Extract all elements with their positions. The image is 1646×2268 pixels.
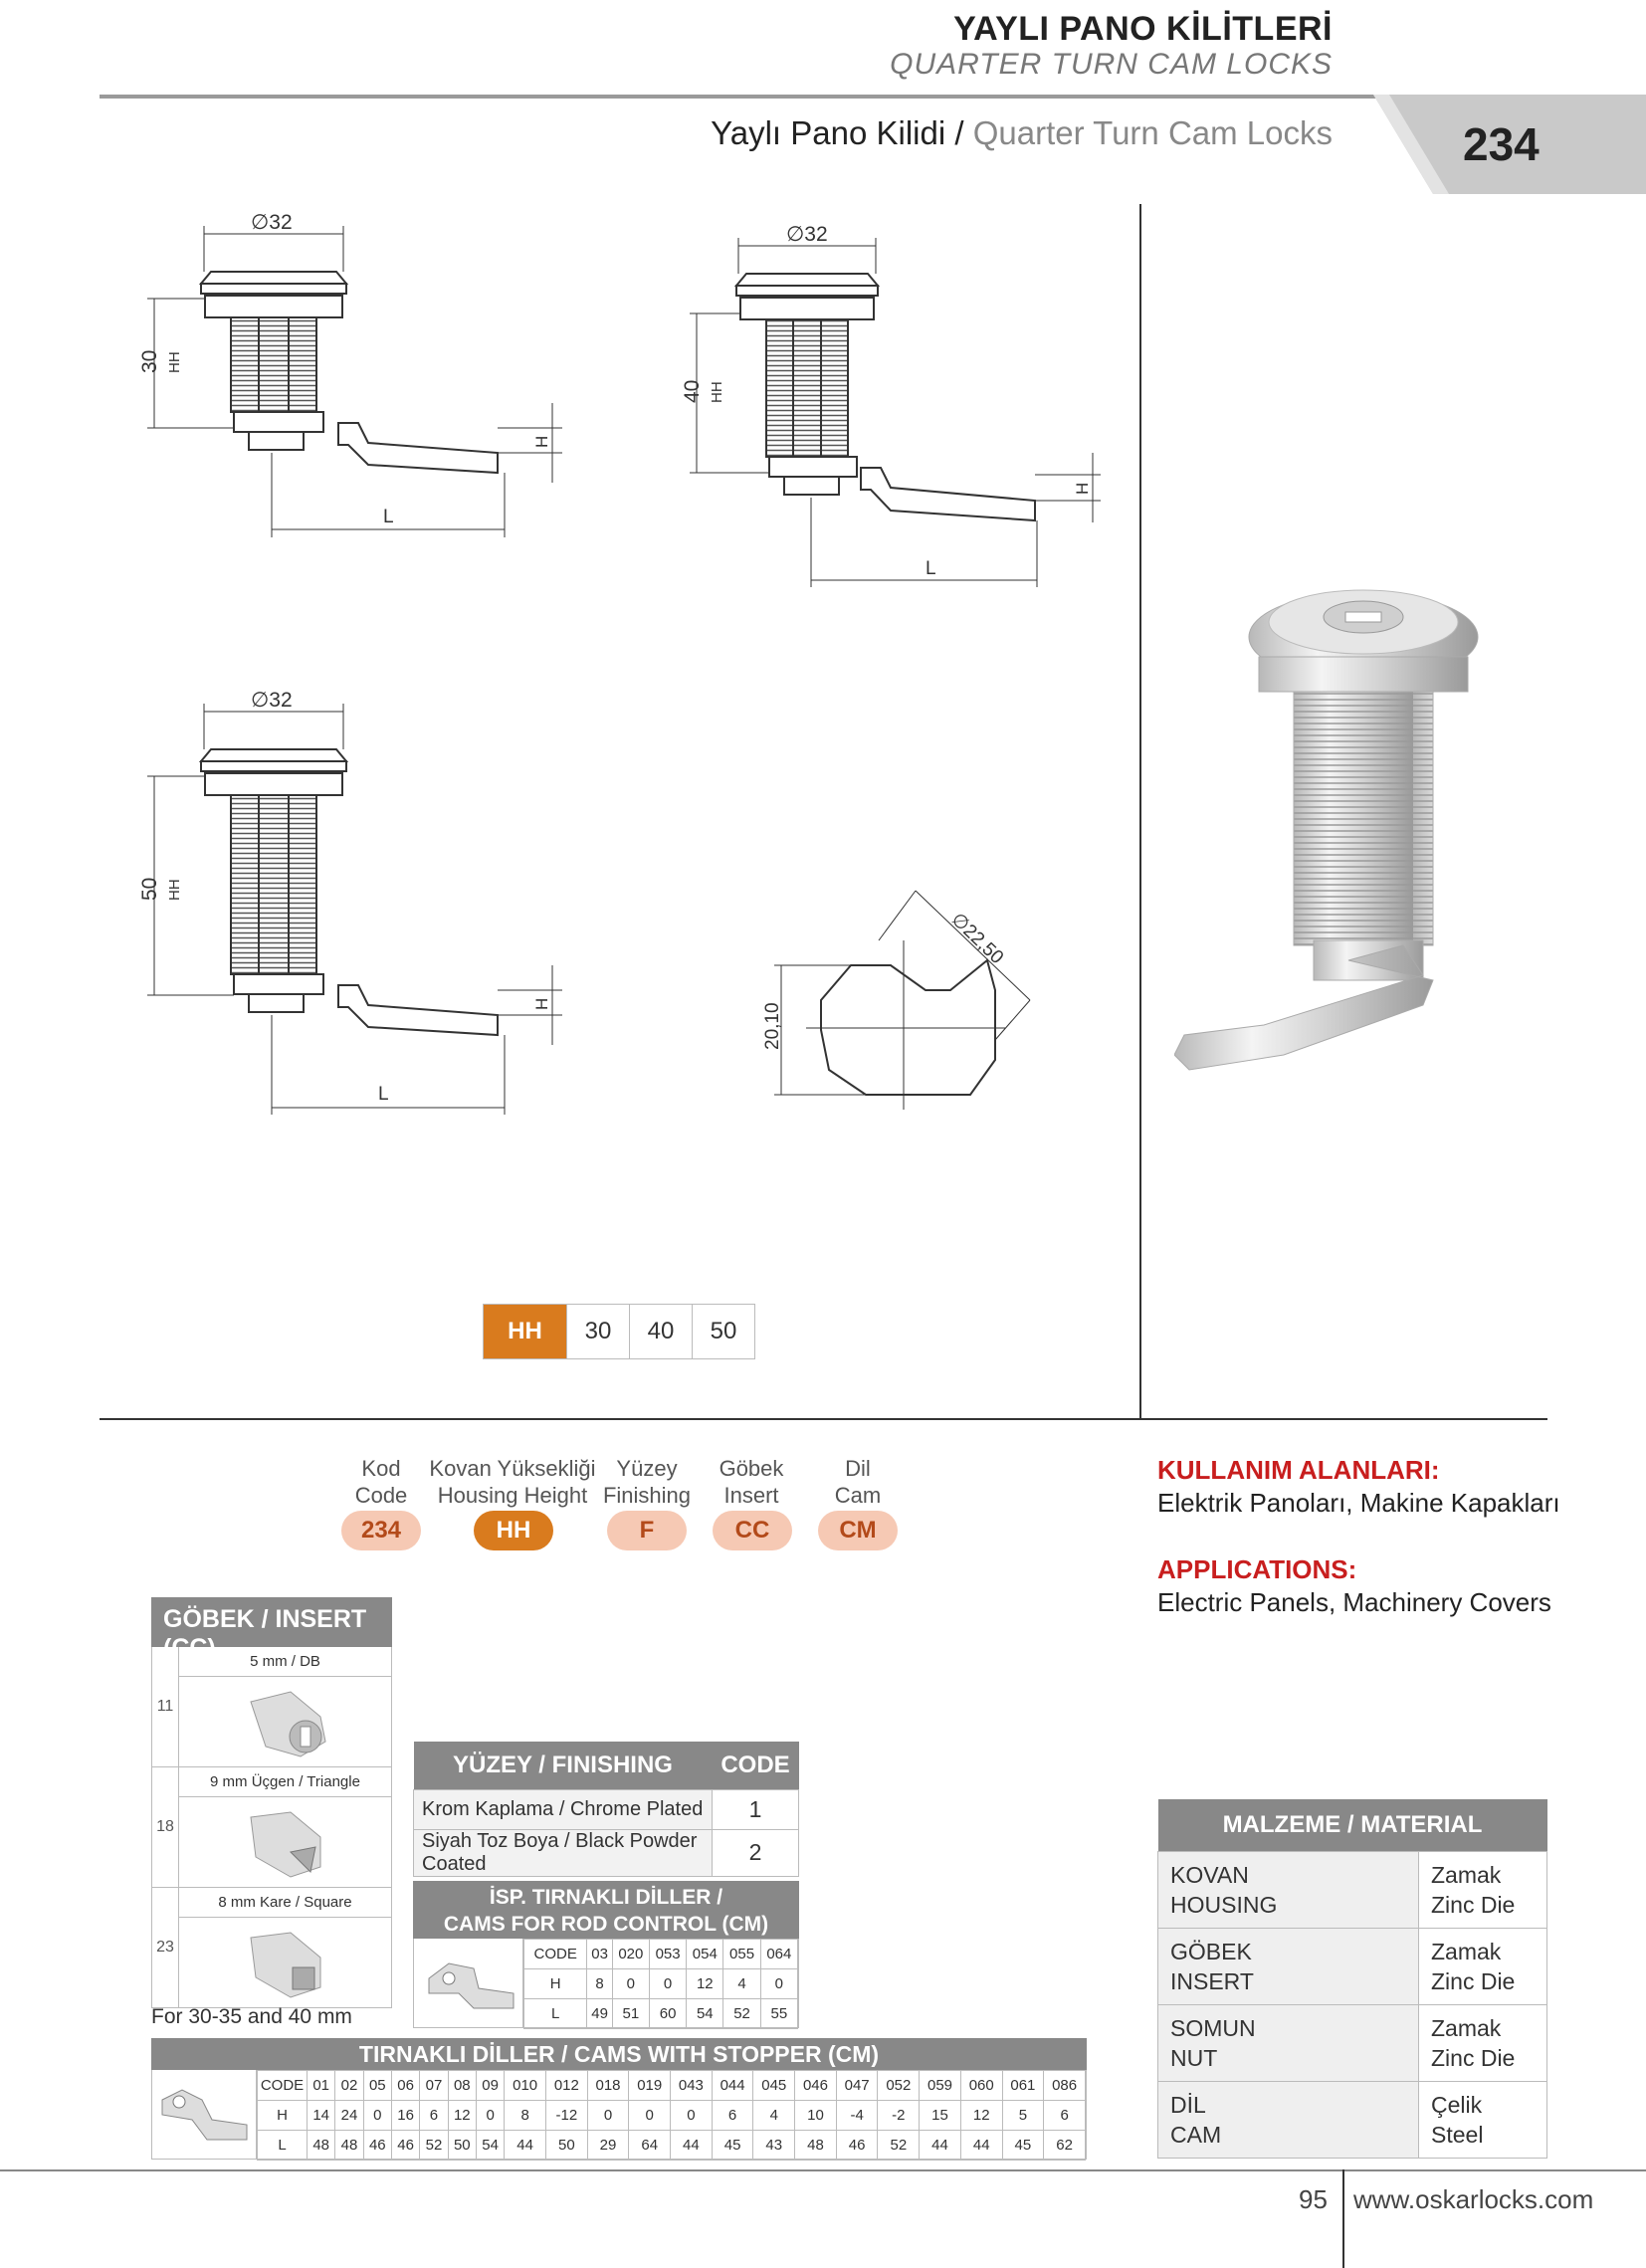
stopper-cam-l: 46 [391, 2131, 419, 2161]
rod-cam-h: 0 [760, 1969, 797, 1999]
stopper-cam-h: 0 [363, 2101, 391, 2131]
insert-title: GÖBEK / INSERT (CC) [151, 1597, 392, 1647]
code-col-insert [712, 1455, 791, 1509]
stopper-cam-l: 44 [505, 2131, 546, 2161]
stopper-cam-h: 0 [629, 2101, 671, 2131]
finishing-code-header: CODE [713, 1742, 799, 1789]
stopper-cam-h: 15 [920, 2101, 961, 2131]
d1-diameter: ∅32 [251, 211, 293, 234]
insert-label: 5 mm / DB [179, 1647, 391, 1677]
stopper-cam-code: 019 [629, 2071, 671, 2101]
hh-value: 50 [693, 1305, 755, 1359]
stopper-cams-values [257, 2070, 1086, 2161]
code-col-finishing [602, 1455, 692, 1509]
material-part: SOMUN NUT [1158, 2004, 1419, 2081]
drawing-30mm [138, 211, 562, 537]
code-tr: Göbek [719, 1456, 784, 1481]
stopper-cam-code: 059 [920, 2071, 961, 2101]
rod-cams-title-en: CAMS FOR ROD CONTROL (CM) [443, 1913, 769, 1936]
catalog-title: YAYLI PANO KİLİTLERİ [953, 10, 1333, 48]
finishing-code: 2 [713, 1829, 799, 1876]
material-part: GÖBEK INSERT [1158, 1928, 1419, 2004]
stopper-cam-code: 07 [420, 2071, 448, 2101]
stopper-cam-h: 8 [505, 2101, 546, 2131]
rod-cam-l: 52 [723, 1999, 760, 2029]
hh-label: HH [484, 1305, 567, 1359]
material-value: Zamak Zinc Die [1419, 1928, 1547, 2004]
d2-hh: HH [709, 381, 725, 403]
d1-l: L [383, 507, 394, 527]
stopper-cam-code: 045 [753, 2071, 795, 2101]
code-tr: Dil [845, 1456, 871, 1481]
rod-cam-code: 054 [687, 1940, 723, 1969]
stopper-cam-h: 6 [420, 2101, 448, 2131]
stopper-cam-h: 4 [753, 2101, 795, 2131]
stopper-cam-l: 54 [476, 2131, 504, 2161]
stop-l-header: L [258, 2131, 308, 2161]
stopper-cam-l: 48 [308, 2131, 335, 2161]
stopper-cam-code: 018 [587, 2071, 629, 2101]
stopper-cam-h: 16 [391, 2101, 419, 2131]
code-tr: Yüzey [616, 1456, 678, 1481]
d3-hh: HH [166, 879, 183, 901]
stopper-cam-code: 046 [795, 2071, 837, 2101]
d1-height: 30 [138, 349, 161, 373]
stopper-cams-title: TIRNAKLI DİLLER / CAMS WITH STOPPER (CM) [151, 2038, 1087, 2070]
material-part: KOVAN HOUSING [1158, 1851, 1419, 1928]
code-pill-housing: HH [474, 1511, 553, 1550]
drawing-40mm [681, 223, 1101, 587]
product-title-en: Quarter Turn Cam Locks [972, 114, 1333, 151]
d3-diameter: ∅32 [251, 689, 293, 712]
applications-title-tr: KULLANIM ALANLARI: [1157, 1455, 1440, 1485]
stopper-cam-code: 05 [363, 2071, 391, 2101]
stopper-cam-h: 6 [712, 2101, 753, 2131]
rod-l-header: L [524, 1999, 587, 2029]
website-link[interactable]: www.oskarlocks.com [1353, 2184, 1594, 2214]
material-value: Zamak Zinc Die [1419, 2004, 1547, 2081]
stopper-cam-h: 10 [795, 2101, 837, 2131]
stopper-cam-l: 50 [545, 2131, 587, 2161]
code-tr: Kovan Yüksekliği [429, 1456, 596, 1481]
table-row [414, 1829, 799, 1876]
code-en: Code [354, 1483, 408, 1508]
stopper-cam-image [152, 2070, 257, 2159]
hh-value: 40 [630, 1305, 693, 1359]
rod-code-header: CODE [524, 1940, 587, 1969]
stopper-cam-code: 08 [448, 2071, 476, 2101]
code-en: Insert [723, 1483, 779, 1508]
insert-row [151, 1888, 392, 2008]
d2-l: L [926, 558, 936, 579]
rod-cam-code: 064 [760, 1940, 797, 1969]
code-pill-insert: CC [713, 1511, 792, 1550]
rod-cam-h: 4 [723, 1969, 760, 1999]
rod-cam-h: 8 [587, 1969, 612, 1999]
stopper-cam-code: 012 [545, 2071, 587, 2101]
insert-square-image [179, 1918, 391, 2007]
stopper-cam-l: 64 [629, 2131, 671, 2161]
footer-rule [0, 2169, 1646, 2171]
rod-cam-code: 055 [723, 1940, 760, 1969]
insert-table [151, 1597, 392, 2008]
rod-cam-l: 60 [649, 1999, 686, 2029]
insert-label: 9 mm Üçgen / Triangle [179, 1767, 391, 1797]
rod-cam-l: 54 [687, 1999, 723, 2029]
stopper-cam-h: 6 [1044, 2101, 1086, 2131]
hh-value: 30 [567, 1305, 630, 1359]
stopper-cams-table [151, 2038, 1087, 2160]
material-value: Zamak Zinc Die [1419, 1851, 1547, 1928]
d3-height: 50 [138, 877, 161, 901]
product-title [711, 114, 1333, 152]
rod-cam-image [414, 1939, 523, 2027]
code-tr: Kod [361, 1456, 401, 1481]
cam-section-drawing [762, 891, 1030, 1110]
insert-code: 11 [152, 1647, 179, 1766]
stopper-cam-l: 46 [363, 2131, 391, 2161]
stopper-cam-code: 09 [476, 2071, 504, 2101]
stopper-cam-h: 5 [1002, 2101, 1044, 2131]
code-pill-kod: 234 [341, 1511, 421, 1550]
rod-cam-l: 51 [612, 1999, 649, 2029]
table-row [1158, 1851, 1547, 1928]
stopper-cam-code: 01 [308, 2071, 335, 2101]
stopper-cam-h: 0 [671, 2101, 713, 2131]
stopper-cam-code: 06 [391, 2071, 419, 2101]
finishing-label: Siyah Toz Boya / Black Powder Coated [414, 1829, 713, 1876]
column-divider [1139, 204, 1141, 1418]
stopper-cam-l: 48 [795, 2131, 837, 2161]
stopper-cam-h: 14 [308, 2101, 335, 2131]
rod-cam-h: 0 [612, 1969, 649, 1999]
insert-row [151, 1767, 392, 1888]
stopper-cam-code: 044 [712, 2071, 753, 2101]
stopper-cam-l: 46 [836, 2131, 878, 2161]
code-col-kod [341, 1455, 421, 1509]
stopper-cam-l: 45 [1002, 2131, 1044, 2161]
stop-code-header: CODE [258, 2071, 308, 2101]
applications-title-en: APPLICATIONS: [1157, 1554, 1357, 1584]
applications-text-tr: Elektrik Panoları, Makine Kapakları [1157, 1488, 1560, 1518]
stopper-cam-h: -2 [878, 2101, 920, 2131]
stopper-cam-code: 047 [836, 2071, 878, 2101]
table-row [1158, 2004, 1547, 2081]
insert-note: For 30-35 and 40 mm [151, 2005, 352, 2028]
rod-cam-h: 0 [649, 1969, 686, 1999]
rod-cams-table [413, 1881, 799, 2028]
page-number: 95 [1299, 2184, 1328, 2214]
insert-row [151, 1647, 392, 1767]
insert-code: 23 [152, 1888, 179, 2007]
stopper-cam-l: 52 [420, 2131, 448, 2161]
cam-width: 20,10 [762, 1002, 783, 1050]
stopper-cam-l: 43 [753, 2131, 795, 2161]
d3-l: L [378, 1084, 389, 1105]
stopper-cam-l: 44 [920, 2131, 961, 2161]
material-part: DİL CAM [1158, 2081, 1419, 2158]
rod-cam-code: 053 [649, 1940, 686, 1969]
product-title-tr: Yaylı Pano Kilidi / [711, 114, 964, 151]
stopper-cam-l: 48 [335, 2131, 363, 2161]
section-divider [100, 1418, 1547, 1420]
rod-cam-code: 020 [612, 1940, 649, 1969]
rod-h-header: H [524, 1969, 587, 1999]
cam-diameter: ∅22,50 [946, 909, 1008, 969]
d1-hh: HH [166, 351, 183, 373]
stopper-cam-l: 52 [878, 2131, 920, 2161]
finishing-code: 1 [713, 1789, 799, 1829]
stopper-cam-h: -4 [836, 2101, 878, 2131]
rod-cam-l: 49 [587, 1999, 612, 2029]
stopper-cam-h: 0 [476, 2101, 504, 2131]
rod-cam-h: 12 [687, 1969, 723, 1999]
code-en: Cam [834, 1483, 882, 1508]
footer-divider [1342, 2169, 1344, 2268]
code-en: Finishing [602, 1483, 692, 1508]
rod-cams-values [523, 1939, 798, 2029]
stopper-cam-h: 24 [335, 2101, 363, 2131]
code-en: Housing Height [437, 1483, 588, 1508]
insert-triangle-image [179, 1797, 391, 1887]
stopper-cam-code: 02 [335, 2071, 363, 2101]
housing-height-table [483, 1304, 755, 1359]
insert-label: 8 mm Kare / Square [179, 1888, 391, 1918]
technical-drawings [0, 204, 1139, 1279]
product-photo [1174, 587, 1552, 1105]
d3-h: H [532, 997, 551, 1010]
catalog-subtitle: QUARTER TURN CAM LOCKS [890, 48, 1333, 81]
rod-cam-l: 55 [760, 1999, 797, 2029]
stopper-cam-h: 12 [448, 2101, 476, 2131]
d1-h: H [532, 435, 551, 448]
table-row [1158, 2081, 1547, 2158]
table-row [1158, 1928, 1547, 2004]
stopper-cam-l: 50 [448, 2131, 476, 2161]
material-table [1157, 1799, 1547, 2159]
stopper-cam-h: 0 [587, 2101, 629, 2131]
header-rule [100, 95, 1378, 99]
code-col-cam [818, 1455, 898, 1509]
insert-code: 18 [152, 1767, 179, 1887]
d2-diameter: ∅32 [786, 223, 828, 246]
stopper-cam-l: 44 [960, 2131, 1002, 2161]
stopper-cam-code: 060 [960, 2071, 1002, 2101]
rod-cams-title-tr: İSP. TIRNAKLI DİLLER / [489, 1886, 723, 1909]
stopper-cam-code: 010 [505, 2071, 546, 2101]
finishing-label: Krom Kaplama / Chrome Plated [414, 1789, 713, 1829]
material-value: Çelik Steel [1419, 2081, 1547, 2158]
material-title: MALZEME / MATERIAL [1158, 1799, 1547, 1851]
stop-h-header: H [258, 2101, 308, 2131]
page-code: 234 [1463, 118, 1540, 170]
rod-cam-code: 03 [587, 1940, 612, 1969]
rod-cams-title [413, 1881, 799, 1939]
code-col-housing [428, 1455, 597, 1509]
insert-db-image [179, 1677, 391, 1766]
d2-height: 40 [681, 379, 704, 403]
stopper-cam-code: 043 [671, 2071, 713, 2101]
drawing-50mm [138, 689, 562, 1115]
d2-h: H [1073, 482, 1092, 495]
stopper-cam-l: 45 [712, 2131, 753, 2161]
code-pill-cam: CM [818, 1511, 898, 1550]
stopper-cam-code: 086 [1044, 2071, 1086, 2101]
finishing-title: YÜZEY / FINISHING [414, 1742, 713, 1789]
stopper-cam-h: -12 [545, 2101, 587, 2131]
stopper-cam-l: 29 [587, 2131, 629, 2161]
applications-text-en: Electric Panels, Machinery Covers [1157, 1587, 1551, 1617]
stopper-cam-l: 44 [671, 2131, 713, 2161]
stopper-cam-l: 62 [1044, 2131, 1086, 2161]
stopper-cam-code: 061 [1002, 2071, 1044, 2101]
table-row [414, 1789, 799, 1829]
stopper-cam-h: 12 [960, 2101, 1002, 2131]
finishing-table [413, 1742, 799, 1877]
code-pill-finishing: F [607, 1511, 687, 1550]
stopper-cam-code: 052 [878, 2071, 920, 2101]
